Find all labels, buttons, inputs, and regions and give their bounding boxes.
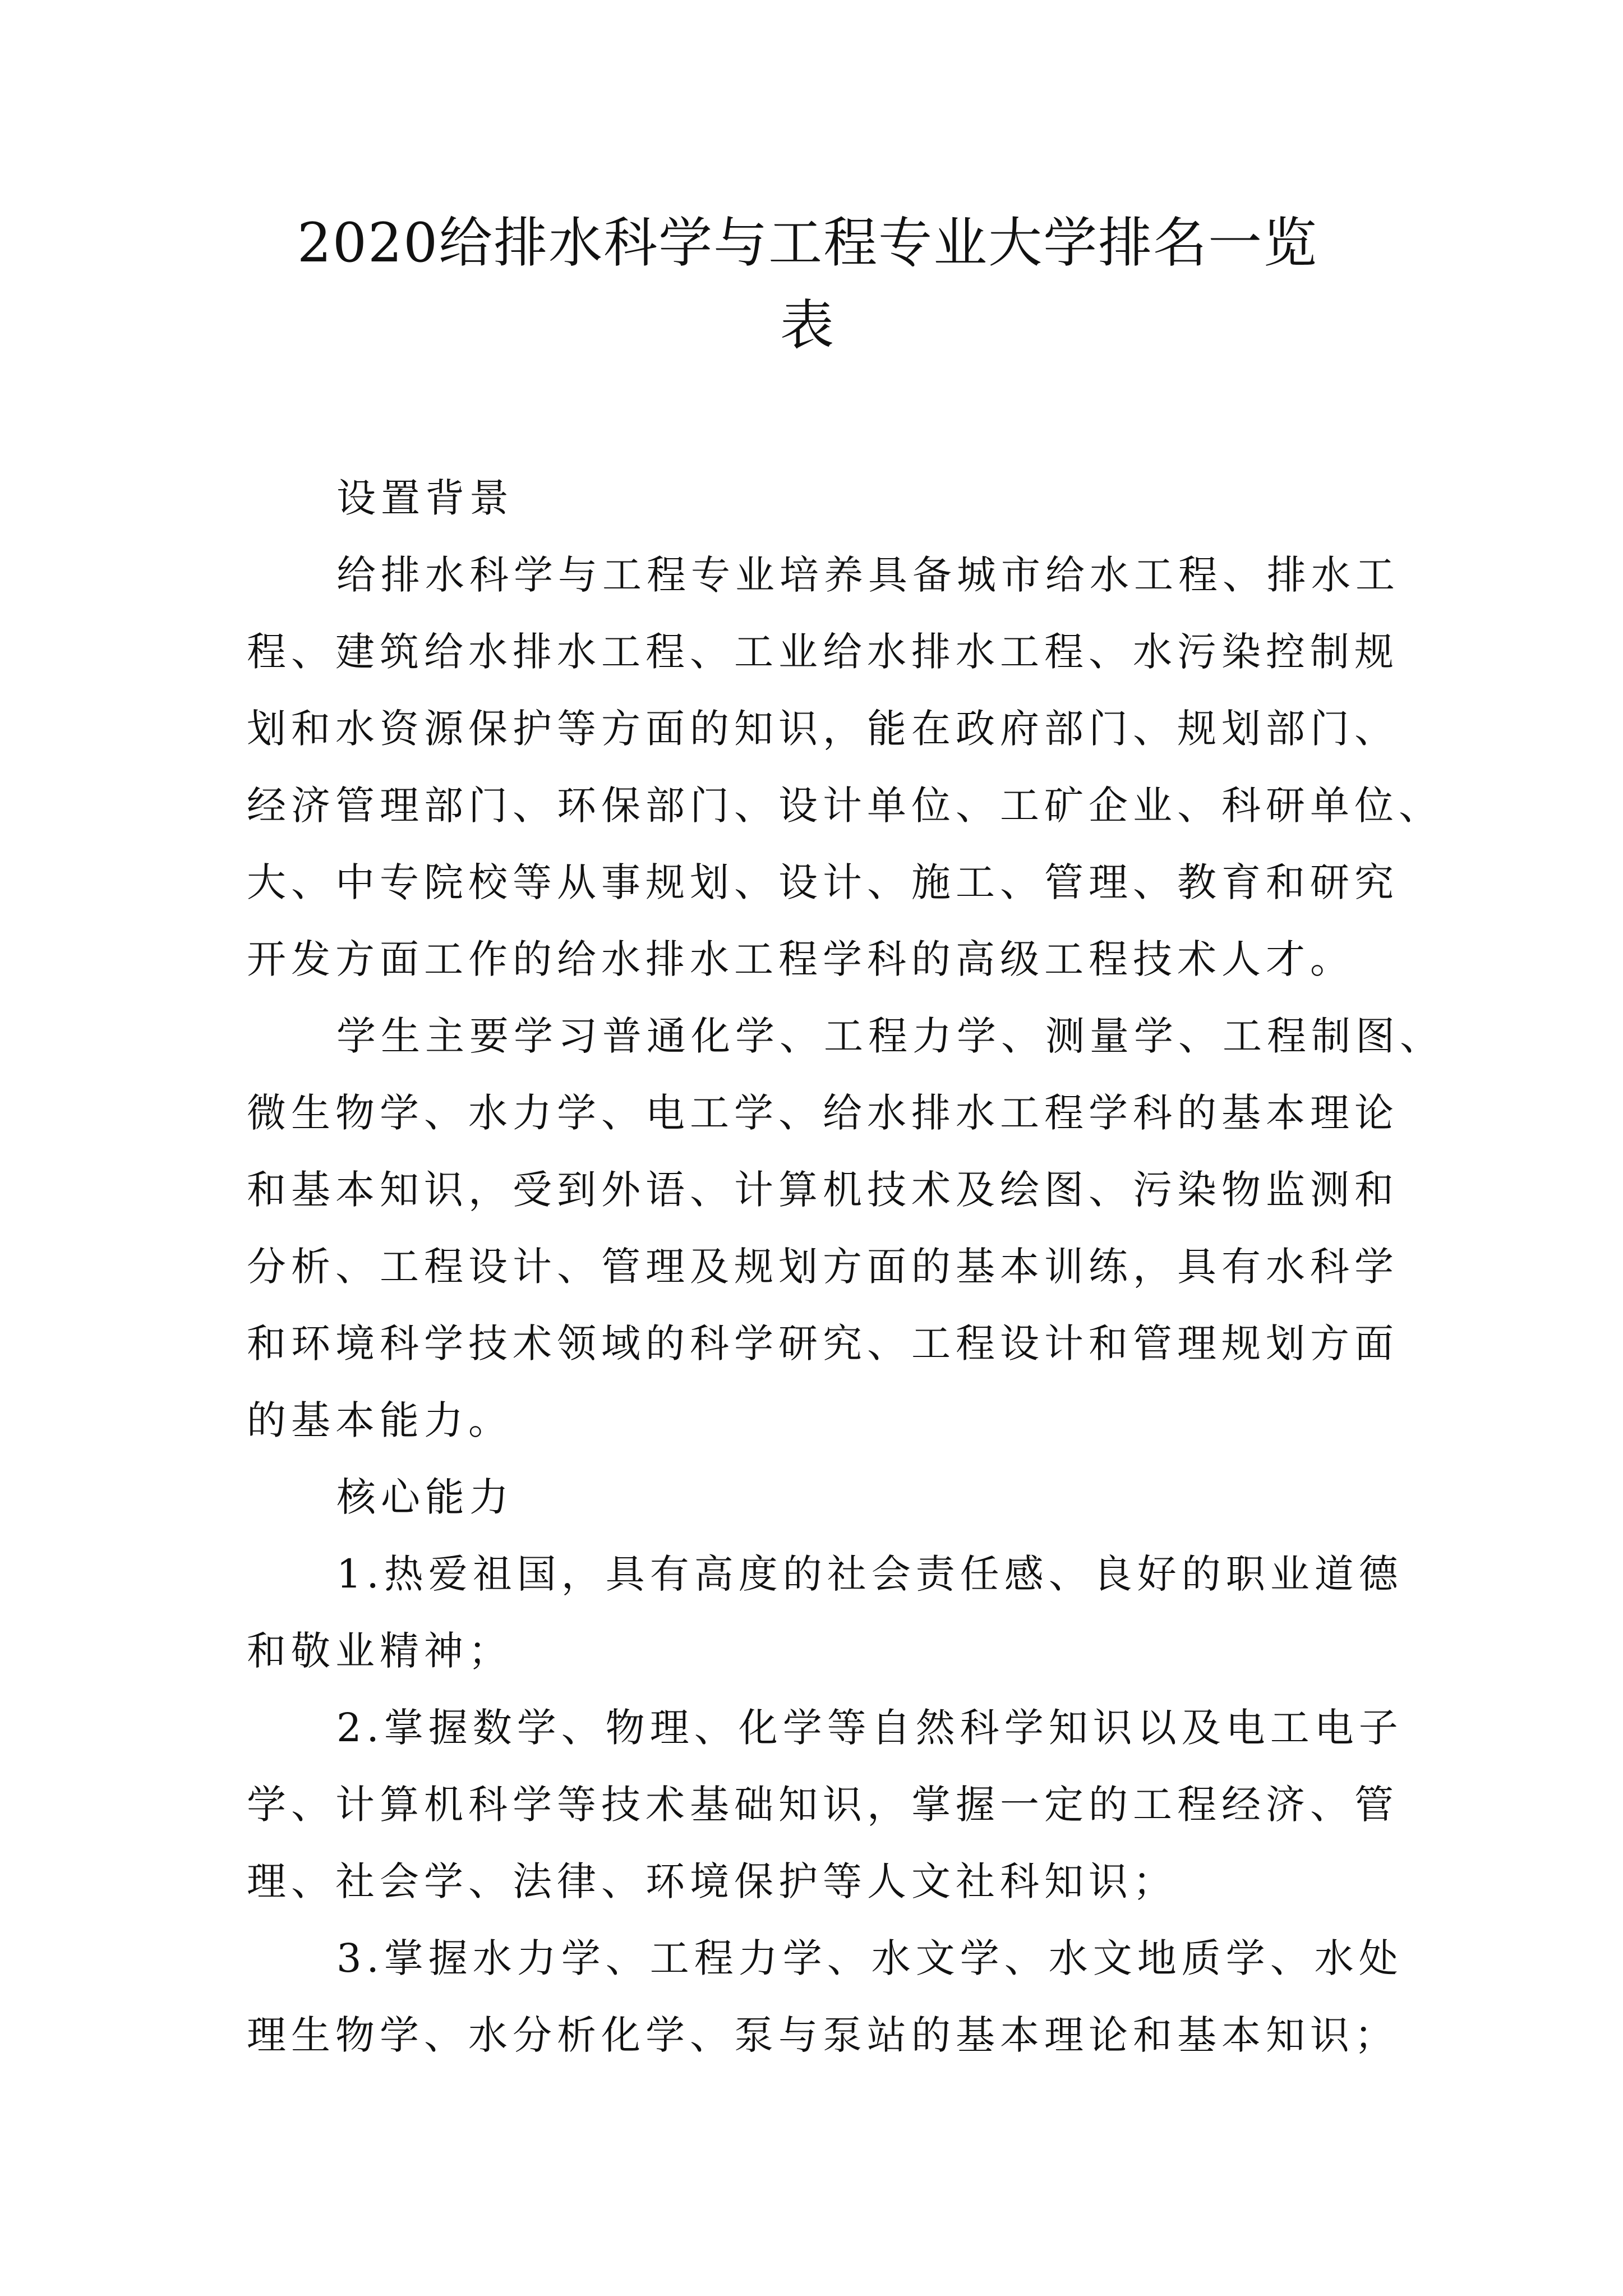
list-item-line: 理、社会学、法律、环境保护等人文社科知识；: [247, 1858, 1177, 1904]
list-item-line: 2.掌握数学、物理、化学等自然科学知识以及电工电子: [336, 1705, 1403, 1751]
paragraph-line: 经济管理部门、环保部门、设计单位、工矿企业、科研单位、: [247, 783, 1443, 829]
paragraph-line: 分析、工程设计、管理及规划方面的基本训练，具有水科学: [247, 1244, 1399, 1290]
document-title-line-1: 2020给排水科学与工程专业大学排名一览: [297, 211, 1318, 274]
paragraph-line: 划和水资源保护等方面的知识，能在政府部门、规划部门、: [247, 706, 1399, 752]
paragraph-line: 的基本能力。: [247, 1397, 513, 1443]
paragraph-line: 给排水科学与工程专业培养具备城市给水工程、排水工: [336, 552, 1400, 598]
section-heading-background: 设置背景: [336, 475, 514, 521]
list-item-line: 3.掌握水力学、工程力学、水文学、水文地质学、水处: [336, 1935, 1403, 1981]
paragraph-line: 和基本知识，受到外语、计算机技术及绘图、污染物监测和: [247, 1167, 1399, 1213]
paragraph-line: 程、建筑给水排水工程、工业给水排水工程、水污染控制规: [247, 629, 1399, 675]
list-item-line: 1.热爱祖国，具有高度的社会责任感、良好的职业道德: [336, 1551, 1403, 1597]
document-title-line-2: 表: [780, 294, 835, 357]
list-item-line: 和敬业精神；: [247, 1628, 513, 1674]
list-item-line: 理生物学、水分析化学、泵与泵站的基本理论和基本知识；: [247, 2012, 1399, 2058]
paragraph-line: 和环境科学技术领域的科学研究、工程设计和管理规划方面: [247, 1320, 1399, 1366]
paragraph-line: 微生物学、水力学、电工学、给水排水工程学科的基本理论: [247, 1090, 1399, 1136]
section-heading-core: 核心能力: [336, 1474, 514, 1520]
paragraph-line: 学生主要学习普通化学、工程力学、测量学、工程制图、: [336, 1013, 1444, 1059]
paragraph-line: 大、中专院校等从事规划、设计、施工、管理、教育和研究: [247, 859, 1399, 905]
paragraph-line: 开发方面工作的给水排水工程学科的高级工程技术人才。: [247, 936, 1354, 982]
list-item-line: 学、计算机科学等技术基础知识，掌握一定的工程经济、管: [247, 1782, 1399, 1828]
